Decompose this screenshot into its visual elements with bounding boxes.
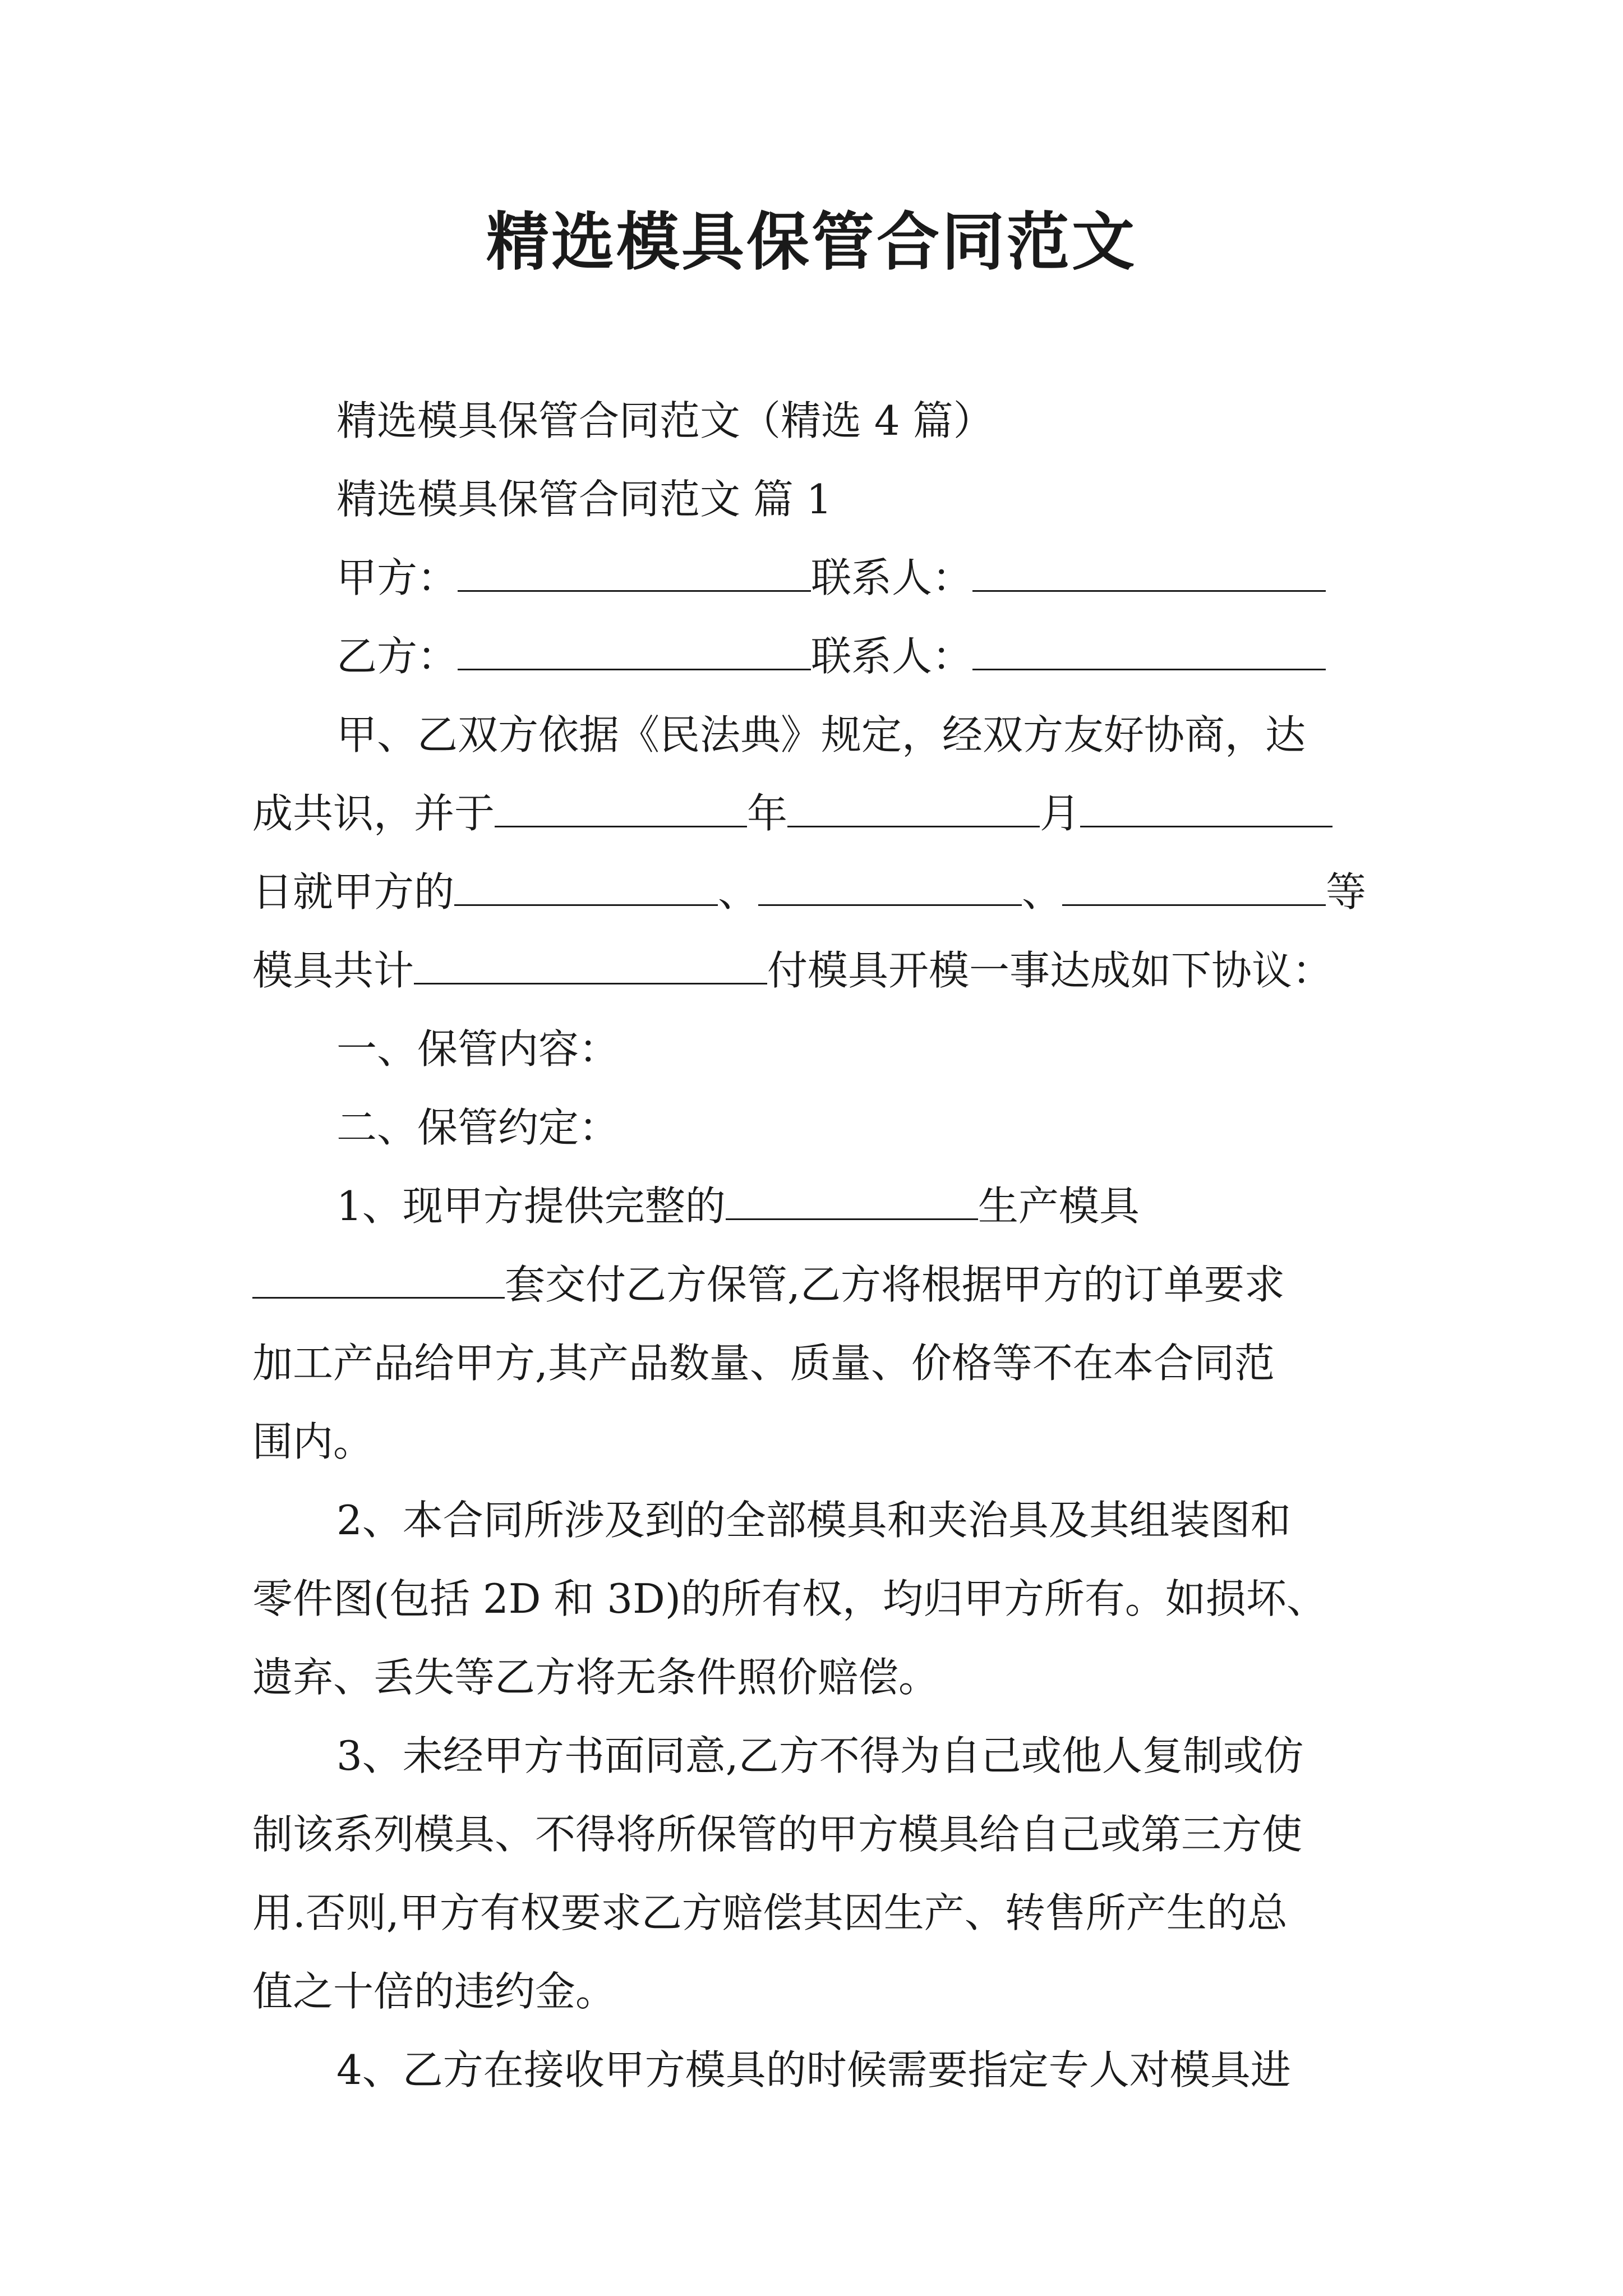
section-heading: 精选模具保管合同范文 篇 1	[336, 476, 832, 523]
intro-line-4-text-b: 付模具开模一事达成如下协议：	[767, 947, 1333, 994]
mold-blank-2	[758, 871, 1022, 906]
document-body	[252, 381, 1374, 2109]
day-blank	[1080, 792, 1332, 827]
item-1-text-b: 生产模具	[978, 1182, 1140, 1230]
item-1-text-c: 套交付乙方保管,乙方将根据甲方的订单要求	[505, 1261, 1285, 1308]
intro-line-3-text-c: 、	[1022, 868, 1063, 915]
party-a-contact-blank	[972, 556, 1326, 592]
document-title: 精选模具保管合同范文	[486, 206, 1137, 279]
document-subtitle: 精选模具保管合同范文（精选 4 篇）	[336, 397, 994, 444]
mold-count-blank	[414, 949, 767, 984]
heading-storage-terms: 二、保管约定：	[336, 1104, 620, 1151]
month-blank	[787, 792, 1040, 827]
party-b-contact-label: 联系人：	[811, 633, 973, 680]
item-2-line-3: 遗弃、丢失等乙方将无条件照价赔偿。	[252, 1654, 939, 1701]
party-b-contact-blank	[972, 635, 1326, 670]
item-3-line-4: 值之十倍的违约金。	[252, 1968, 616, 2015]
party-a-label: 甲方：	[336, 554, 458, 601]
party-b-label: 乙方：	[336, 633, 458, 680]
item-1-text-a: 1、现甲方提供完整的	[336, 1182, 726, 1230]
intro-line-3-text-d: 等	[1326, 868, 1367, 915]
item-1-line-3: 加工产品给甲方,其产品数量、质量、价格等不在本合同范	[252, 1340, 1275, 1387]
mold-blank-3	[1062, 871, 1326, 906]
item-3-line-1: 3、未经甲方书面同意,乙方不得为自己或他人复制或仿	[336, 1732, 1304, 1779]
intro-line-3-text-b: 、	[718, 868, 759, 915]
intro-line-2-text-a: 成共识，并于	[252, 790, 495, 837]
intro-line-3	[252, 853, 1374, 931]
year-blank	[495, 792, 747, 827]
item-1-line-1	[252, 1167, 1374, 1245]
item-2-line-2: 零件图(包括 2D 和 3D)的所有权，均归甲方所有。如损坏、	[252, 1575, 1327, 1622]
party-b-blank	[458, 635, 811, 670]
party-a-contact-label: 联系人：	[811, 554, 973, 601]
item-1-blank-1	[726, 1185, 978, 1220]
intro-line-1: 甲、乙双方依据《民法典》规定，经双方友好协商，达	[336, 711, 1306, 758]
item-3-line-2: 制该系列模具、不得将所保管的甲方模具给自己或第三方使	[252, 1811, 1303, 1858]
heading-storage-content: 一、保管内容：	[336, 1025, 620, 1073]
item-4-line-1: 4、乙方在接收甲方模具的时候需要指定专人对模具进	[336, 2046, 1291, 2093]
intro-line-2-text-b: 年	[747, 790, 788, 837]
intro-line-4-text-a: 模具共计	[252, 947, 414, 994]
intro-line-4	[252, 931, 1374, 1010]
party-a-line	[252, 539, 1374, 617]
mold-blank-1	[454, 871, 718, 906]
party-b-line	[252, 617, 1374, 696]
item-1-line-4: 围内。	[252, 1418, 374, 1465]
item-3-line-3: 用.否则,甲方有权要求乙方赔偿其因生产、转售所产生的总	[252, 1889, 1288, 1936]
intro-line-2-text-c: 月	[1040, 790, 1081, 837]
item-1-blank-2	[252, 1263, 505, 1299]
intro-line-2	[252, 774, 1374, 853]
party-a-blank	[458, 556, 811, 592]
item-2-line-1: 2、本合同所涉及到的全部模具和夹治具及其组装图和	[336, 1497, 1291, 1544]
item-1-line-2	[252, 1245, 1374, 1324]
intro-line-3-text-a: 日就甲方的	[252, 868, 455, 915]
